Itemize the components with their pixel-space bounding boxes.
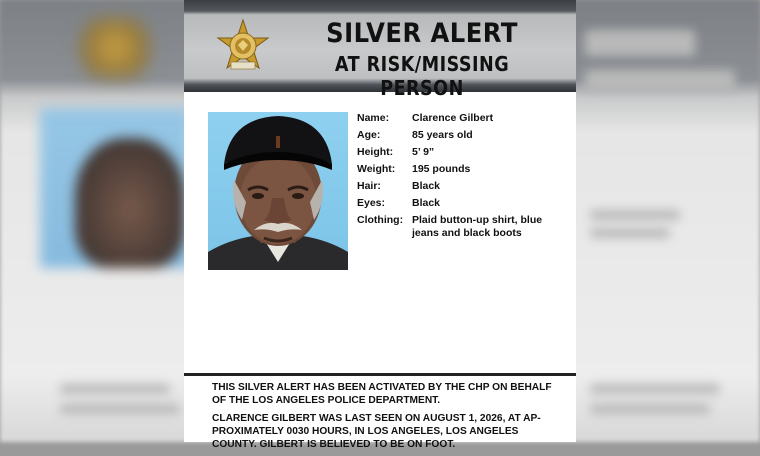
fact-label: Clothing: xyxy=(357,214,404,226)
blurred-text xyxy=(590,384,720,394)
fact-row-weight xyxy=(357,161,567,178)
fact-value-height: 5’ 9” xyxy=(412,146,435,158)
fact-value-eyes: Black xyxy=(412,197,441,209)
fact-row-hair xyxy=(357,178,567,195)
blurred-text xyxy=(590,228,670,238)
fact-value-name: Clarence Gilbert xyxy=(412,112,494,124)
fact-row-name xyxy=(357,110,567,127)
silver-alert-flyer xyxy=(184,0,576,450)
fact-row-height xyxy=(357,144,567,161)
divider xyxy=(184,373,576,376)
fact-label: Height: xyxy=(357,146,394,158)
fact-value-hair: Black xyxy=(412,180,441,192)
fact-label: Age: xyxy=(357,129,381,141)
fact-value-weight: 195 pounds xyxy=(412,163,471,175)
fact-row-clothing xyxy=(357,212,567,240)
fact-value-clothing: Plaid button-up shirt, blue jeans and black boots xyxy=(412,214,543,239)
alert-subtitle: AT RISK/MISSING PERSON xyxy=(334,52,510,100)
notice-activation: THIS SILVER ALERT HAS BEEN ACTIVATED BY THE CHP ON BEHALF OF THE LOS ANGELES POLICE DEPARTMENT. xyxy=(212,382,552,406)
alert-notice xyxy=(212,381,562,456)
flyer-header xyxy=(184,0,576,100)
blurred-text xyxy=(590,210,680,220)
person-photo xyxy=(208,112,348,270)
blurred-badge xyxy=(70,18,160,78)
fact-label: Name: xyxy=(357,112,390,124)
chp-star-badge-icon xyxy=(214,18,272,76)
fact-value-age: 85 years old xyxy=(412,129,473,141)
fact-row-eyes xyxy=(357,195,567,212)
alert-title: SILVER ALERT xyxy=(326,18,518,49)
blurred-text xyxy=(585,70,735,92)
blurred-text xyxy=(60,384,170,394)
blurred-text xyxy=(590,404,710,414)
person-facts xyxy=(357,110,567,240)
fact-row-age xyxy=(357,127,567,144)
blurred-text xyxy=(585,30,695,56)
fact-label: Hair: xyxy=(357,180,381,192)
blurred-text xyxy=(60,404,180,414)
fact-label: Eyes: xyxy=(357,197,386,209)
notice-last-seen: CLARENCE GILBERT WAS LAST SEEN ON AUGUST 1, 2026, AT AP-PROXIMATELY 0030 HOURS, IN LOS ANGELES, LOS ANGELES COUNTY. GILBERT IS BELIEVED TO BE ON FOOT. xyxy=(212,413,541,450)
blurred-photo xyxy=(40,108,190,268)
fact-label: Weight: xyxy=(357,163,396,175)
